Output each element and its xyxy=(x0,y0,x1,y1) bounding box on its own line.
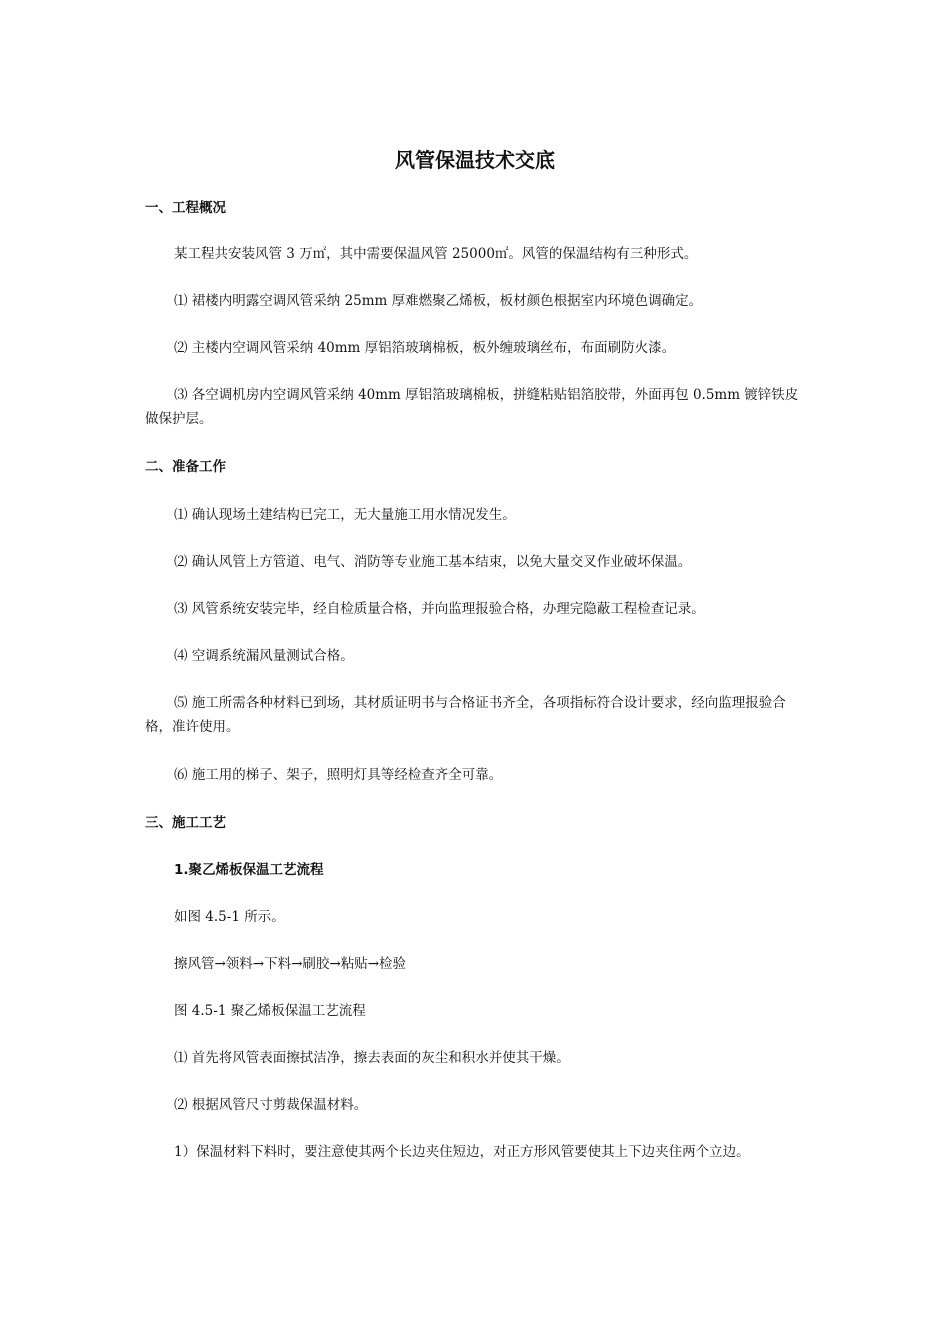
paragraph: ⑵ 确认风管上方管道、电气、消防等专业施工基本结束，以免大量交叉作业破坏保温。 xyxy=(174,554,692,570)
paragraph: 某工程共安装风管 3 万㎡，其中需要保温风管 25000㎡。风管的保温结构有三种形式。 xyxy=(174,246,698,262)
section-heading-overview: 一、工程概况 xyxy=(145,200,226,216)
document-title: 风管保温技术交底 xyxy=(395,148,555,172)
paragraph: ⑶ 风管系统安装完毕，经自检质量合格，并向监理报验合格，办理完隐蔽工程检查记录。 xyxy=(174,601,705,617)
paragraph: ⑵ 根据风管尺寸剪裁保温材料。 xyxy=(174,1097,368,1113)
paragraph: ⑸ 施工所需各种材料已到场，其材质证明书与合格证书齐全，各项指标符合设计要求，经向监理报验合格，准许使用。 xyxy=(145,695,786,735)
paragraph: ⑵ 主楼内空调风管采纳 40mm 厚铝箔玻璃棉板，板外缠玻璃丝布，布面刷防火漆。 xyxy=(174,340,676,356)
paragraph: ⑴ 确认现场土建结构已完工，无大量施工用水情况发生。 xyxy=(174,507,516,523)
paragraph: ⑴ 裙楼内明露空调风管采纳 25mm 厚难燃聚乙烯板，板材颜色根据室内环境色调确定。 xyxy=(174,293,703,309)
process-flow: 擦风管→领料→下料→刷胶→粘贴→检验 xyxy=(174,956,407,972)
paragraph: 1）保温材料下料时，要注意使其两个长边夹住短边，对正方形风管要使其上下边夹住两个立边。 xyxy=(174,1144,750,1160)
section-heading-process: 三、施工工艺 xyxy=(145,815,226,831)
paragraph: ⑹ 施工用的梯子、架子，照明灯具等经检查齐全可靠。 xyxy=(174,767,503,783)
subsection-heading: 1.聚乙烯板保温工艺流程 xyxy=(174,862,324,878)
paragraph: ⑶ 各空调机房内空调风管采纳 40mm 厚铝箔玻璃棉板，拼缝粘贴铝箔胶带，外面再包 0.5mm 镀锌铁皮做保护层。 xyxy=(145,387,799,427)
paragraph: ⑷ 空调系统漏风量测试合格。 xyxy=(174,648,354,664)
section-heading-preparation: 二、准备工作 xyxy=(145,459,226,475)
figure-caption: 图 4.5-1 聚乙烯板保温工艺流程 xyxy=(174,1003,366,1019)
paragraph: 如图 4.5-1 所示。 xyxy=(174,909,285,925)
paragraph: ⑴ 首先将风管表面擦拭洁净，擦去表面的灰尘和积水并使其干燥。 xyxy=(174,1050,570,1066)
